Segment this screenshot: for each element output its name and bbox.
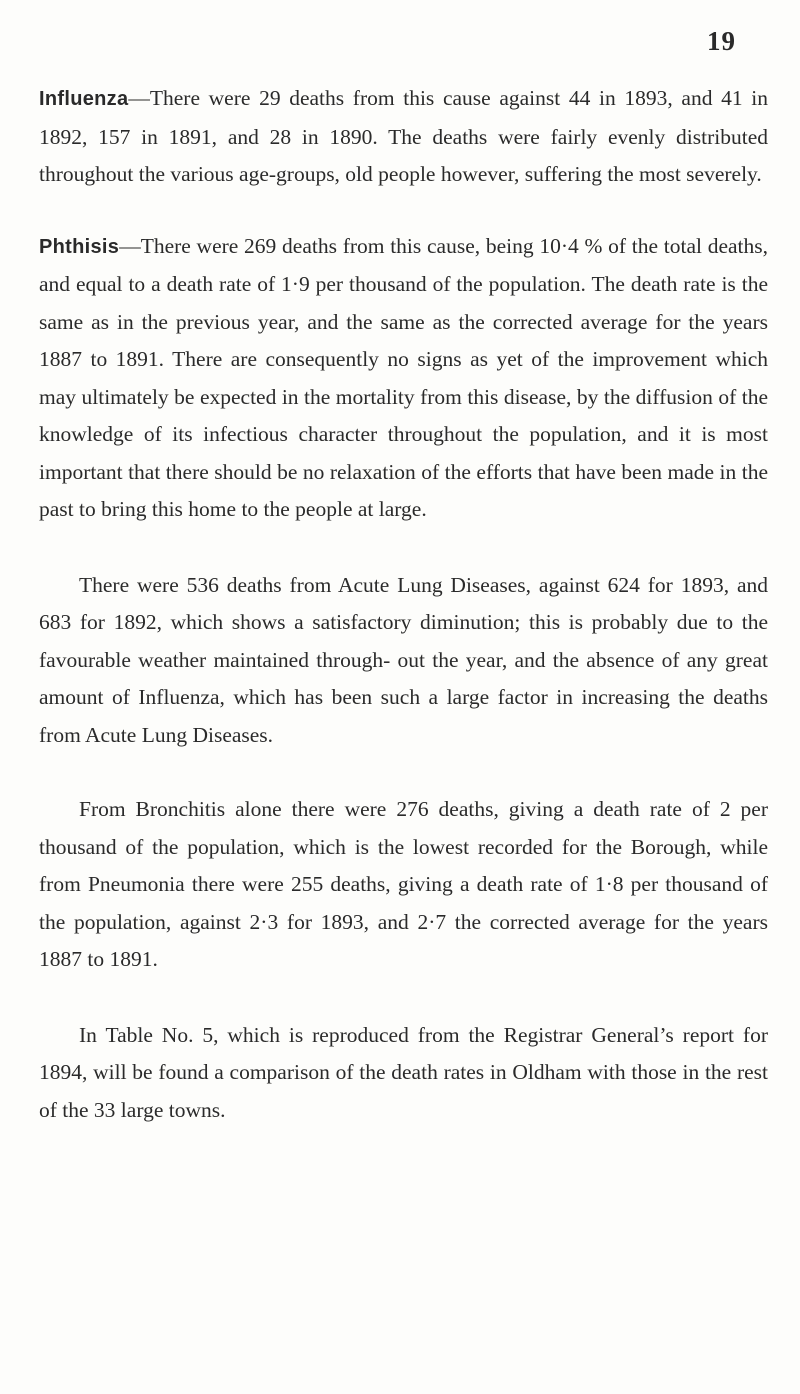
paragraph-phthisis [39,228,768,529]
paragraph-influenza [39,80,768,194]
paragraph-bronchitis-pneumonia: From Bronchitis alone there were 276 deaths, giving a death rate of 2 per thousand of the population, which is the lowest recorded for the Borough, while from Pneumonia there were 255 deaths, giving a death rate of 1·8 per thousand of the population, against 2·3 for 1893, and 2·7 the corrected average for the years 1887 to 1891. [39,797,768,971]
page-number: 19 [707,26,736,56]
body-text [39,80,768,1129]
heading-phthisis: Phthisis [39,235,120,258]
paragraph-table-reference: In Table No. 5, which is reproduced from the Registrar General’s report for 1894, will be found a comparison of the death rates in Oldham with those in the rest of the 33 large towns. [39,1022,768,1122]
paragraph-influenza-text: —There were 29 deaths from this cause against 44 in 1893, and 41 in 1892, 157 in 1891, and 28 in 1890. The deaths were fairly evenly distributed throughout the various age-groups, old people however, suffering the most severely. [39,86,768,186]
paragraph-acute-lung-diseases: There were 536 deaths from Acute Lung Diseases, against 624 for 1893, and 683 for 1892, which shows a satisfactory diminution; this is probably due to the favourable weather maintained through- out the year, and the absence of any great amount of Influenza, which has been such a large factor in increasing the deaths from Acute Lung Diseases. [39,572,768,747]
paragraph-phthisis-text: —There were 269 deaths from this cause, being 10·4 % of the total deaths, and equal to a death rate of 1·9 per thousand of the population. The death rate is the same as in the previous year, and the same as the corrected average for the years 1887 to 1891. There are consequently no signs as yet of the improvement which may ultimately be expected in the mortality from this disease, by the diffusion of the knowledge of its infectious character throughout the population, and it is most important that there should be no relaxation of the efforts that have been made in the past to bring this home to the people at large. [39,233,768,521]
heading-influenza: Influenza [39,88,129,110]
